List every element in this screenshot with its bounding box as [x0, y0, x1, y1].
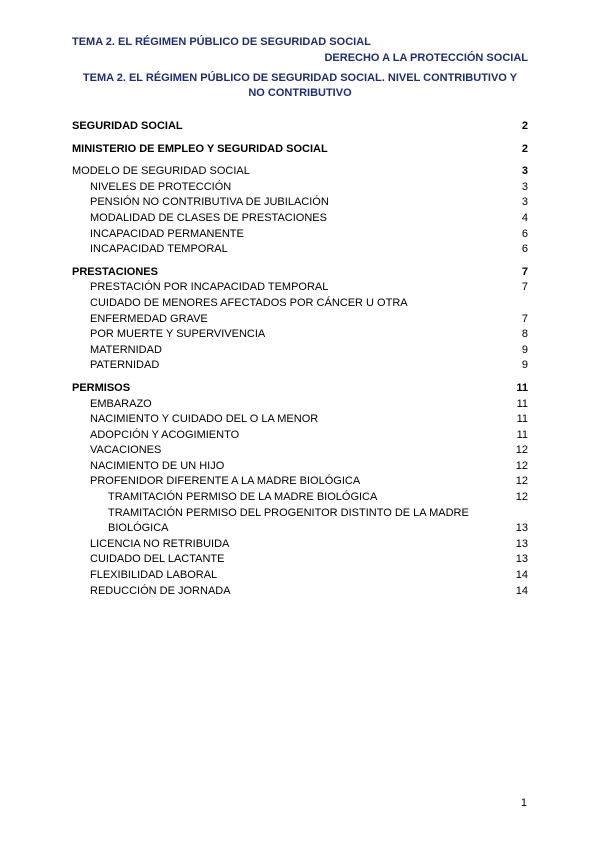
toc-entry-page: 13	[515, 537, 528, 550]
page-number: 1	[520, 797, 527, 809]
toc-entry-title: SEGURIDAD SOCIAL	[72, 120, 183, 132]
toc-entry-title: PERMISOS	[72, 381, 131, 394]
toc-entry-title: VACACIONES	[90, 444, 162, 457]
toc-entry-page: 6	[521, 243, 528, 256]
toc-entry[interactable]	[72, 490, 528, 506]
toc-entry-page: 3	[521, 165, 528, 178]
toc-entry-title: TRAMITACIÓN PERMISO DEL PROGENITOR DISTINTO DE LA MADRE BIOLÓGICA	[108, 506, 469, 535]
toc-entry[interactable]	[72, 142, 528, 158]
toc-entry-page: 14	[515, 584, 528, 597]
toc-entry-page: 9	[521, 359, 528, 372]
toc-entry-title: POR MUERTE Y SUPERVIVENCIA	[90, 328, 266, 341]
toc-entry-page: 3	[521, 180, 528, 193]
toc-entry-title: EMBARAZO	[90, 397, 152, 410]
toc-entry-page: 4	[521, 211, 528, 224]
toc-entry[interactable]	[72, 242, 528, 258]
toc-entry-page: 11	[516, 397, 528, 410]
toc-entry[interactable]	[72, 459, 528, 475]
toc-entry[interactable]	[72, 552, 528, 568]
document-title	[72, 71, 528, 101]
toc-entry-page: 7	[521, 265, 528, 278]
toc-entry-page: 2	[521, 142, 528, 155]
toc-entry[interactable]	[72, 474, 528, 490]
toc-entry[interactable]	[72, 506, 528, 537]
toc-entry-title: NIVELES DE PROTECCIÓN	[90, 180, 232, 193]
toc-entry[interactable]	[72, 296, 528, 327]
toc-entry[interactable]	[72, 280, 528, 296]
document-title-line-2: NO CONTRIBUTIVO	[248, 87, 352, 99]
toc-entry-title: INCAPACIDAD TEMPORAL	[90, 243, 228, 256]
toc-entry-page: 6	[521, 227, 528, 240]
toc-entry[interactable]	[72, 443, 528, 459]
toc-entry-page: 13	[515, 522, 528, 535]
running-header-right: DERECHO A LA PROTECCIÓN SOCIAL	[324, 52, 528, 64]
toc-entry[interactable]	[72, 180, 528, 196]
toc-entry-title: REDUCCIÓN DE JORNADA	[90, 584, 231, 597]
toc-entry-page: 7	[521, 312, 528, 325]
toc-entry-title: FLEXIBILIDAD LABORAL	[90, 569, 218, 582]
toc-entry-page: 12	[515, 475, 528, 488]
toc-entry-page: 11	[516, 413, 528, 426]
toc-entry[interactable]	[72, 412, 528, 428]
toc-entry-title: PRESTACIÓN POR INCAPACIDAD TEMPORAL	[90, 281, 329, 294]
toc-entry-title: ADOPCIÓN Y ACOGIMIENTO	[90, 428, 240, 441]
toc-entry-page: 2	[521, 120, 528, 132]
toc-entry-title: PROFENIDOR DIFERENTE A LA MADRE BIOLÓGICA	[90, 475, 361, 488]
toc-entry[interactable]	[72, 211, 528, 227]
toc-entry-title: MINISTERIO DE EMPLEO Y SEGURIDAD SOCIAL	[72, 142, 328, 155]
toc-entry[interactable]	[72, 537, 528, 553]
document-title-line-1: TEMA 2. EL RÉGIMEN PÚBLICO DE SEGURIDAD SOCIAL. NIVEL CONTRIBUTIVO Y	[82, 72, 518, 84]
toc-entry[interactable]	[72, 119, 528, 135]
toc-entry-page: 12	[515, 459, 528, 472]
toc-entry-page: 11	[516, 381, 528, 394]
toc-entry[interactable]	[72, 227, 528, 243]
running-header-left: TEMA 2. EL RÉGIMEN PÚBLICO DE SEGURIDAD SOCIAL	[72, 36, 371, 48]
toc-entry[interactable]	[72, 265, 528, 281]
toc-entry[interactable]	[72, 428, 528, 444]
toc-entry[interactable]	[72, 358, 528, 374]
table-of-contents	[72, 119, 528, 599]
toc-entry-title: MODALIDAD DE CLASES DE PRESTACIONES	[90, 211, 327, 224]
toc-entry-title: MATERNIDAD	[90, 343, 162, 356]
toc-entry-page: 9	[521, 343, 528, 356]
toc-entry-page: 8	[521, 328, 528, 341]
toc-entry-page: 12	[515, 491, 528, 504]
toc-entry-page: 11	[516, 428, 528, 441]
toc-entry-title: PENSIÓN NO CONTRIBUTIVA DE JUBILACIÓN	[90, 196, 329, 209]
toc-entry-page: 3	[521, 196, 528, 209]
toc-entry-page: 13	[515, 553, 528, 566]
toc-entry-title: CUIDADO DEL LACTANTE	[90, 553, 225, 566]
toc-entry-title: MODELO DE SEGURIDAD SOCIAL	[72, 165, 250, 178]
toc-entry-title: PRESTACIONES	[72, 265, 158, 278]
toc-entry[interactable]	[72, 164, 528, 180]
toc-entry-title: INCAPACIDAD PERMANENTE	[90, 227, 244, 240]
toc-entry-title: CUIDADO DE MENORES AFECTADOS POR CÁNCER U OTRA ENFERMEDAD GRAVE	[90, 296, 408, 325]
toc-entry[interactable]	[72, 327, 528, 343]
toc-entry-page: 12	[515, 444, 528, 457]
toc-entry[interactable]	[72, 397, 528, 413]
toc-entry-title: PATERNIDAD	[90, 359, 160, 372]
toc-entry-title: NACIMIENTO DE UN HIJO	[90, 459, 225, 472]
toc-entry-title: TRAMITACIÓN PERMISO DE LA MADRE BIOLÓGICA	[108, 491, 378, 504]
toc-entry[interactable]	[72, 343, 528, 359]
toc-entry-page: 14	[515, 569, 528, 582]
toc-entry-title: LICENCIA NO RETRIBUIDA	[90, 537, 230, 550]
toc-entry[interactable]	[72, 584, 528, 600]
toc-entry-page: 7	[521, 281, 528, 294]
toc-entry[interactable]	[72, 568, 528, 584]
toc-entry[interactable]	[72, 195, 528, 211]
toc-entry-title: NACIMIENTO Y CUIDADO DEL O LA MENOR	[90, 413, 319, 426]
toc-entry[interactable]	[72, 381, 528, 397]
